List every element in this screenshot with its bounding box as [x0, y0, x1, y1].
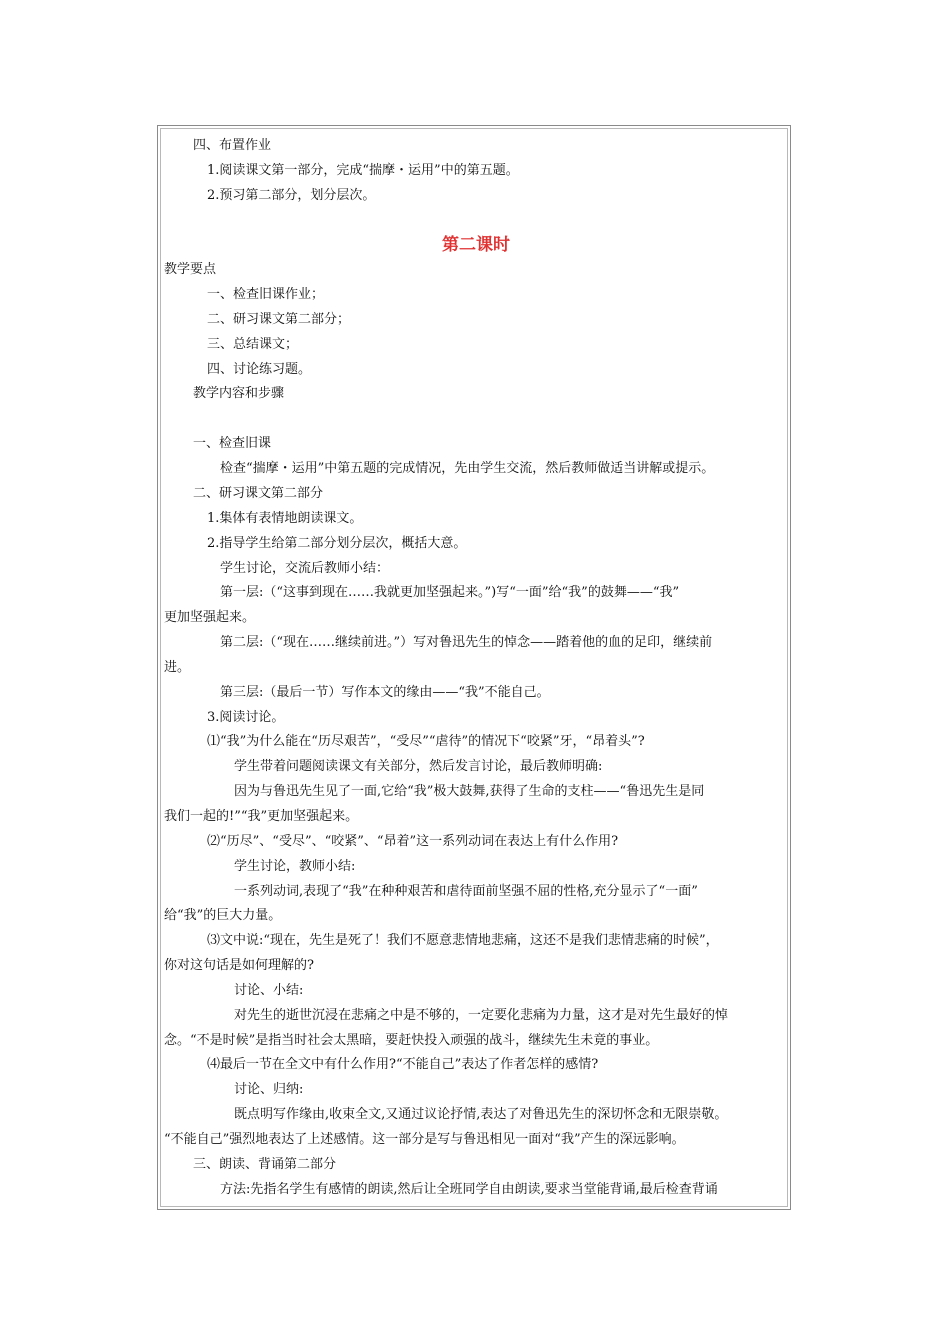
text-line: 一、检查旧课作业；: [207, 287, 325, 302]
text-line: 既点明写作缘由,收束全文,又通过议论抒情,表达了对鲁迅先生的深切怀念和无限崇敬。: [234, 1107, 728, 1122]
text-line: 你对这句话是如何理解的?: [164, 958, 314, 973]
text-line: 一系列动词,表现了“我”在种种艰苦和虐待面前坚强不屈的性格,充分显示了“一面”: [234, 884, 698, 899]
text-line: 1.阅读课文第一部分，完成“揣摩・运用”中的第五题。: [207, 163, 519, 178]
section-title: 第二课时: [442, 235, 510, 255]
text-line: 3.阅读讨论。: [207, 710, 285, 725]
text-line: 因为与鲁迅先生见了一面,它给“我”极大鼓舞,获得了生命的支柱——“鲁迅先生是同: [234, 784, 705, 799]
text-line: 三、朗读、背诵第二部分: [193, 1157, 337, 1172]
text-line: 学生带着问题阅读课文有关部分，然后发言讨论，最后教师明确:: [234, 759, 603, 774]
text-line: 对先生的逝世沉浸在悲痛之中是不够的，一定要化悲痛为力量，这才是对先生最好的悼: [234, 1008, 729, 1023]
text-line: 二、研习课文第二部分；: [207, 312, 351, 327]
text-line: 学生讨论，教师小结:: [234, 859, 356, 874]
text-line: 我们一起的!”“我”更加坚强起来。: [164, 809, 359, 824]
text-line: 一、检查旧课: [193, 436, 272, 451]
text-line: 给“我”的巨大力量。: [164, 908, 282, 923]
text-line: 教学内容和步骤: [193, 386, 285, 401]
text-line: 进。: [164, 660, 191, 675]
text-line: ⑷最后一节在全文中有什么作用?“不能自己”表达了作者怎样的感情?: [207, 1057, 599, 1072]
text-line: 检查“揣摩・运用”中第五题的完成情况，先由学生交流，然后教师做适当讲解或提示。: [220, 461, 715, 476]
text-line: 第三层:（最后一节）写作本文的缘由——“我”不能自己。: [220, 685, 550, 700]
text-line: 2.预习第二部分，划分层次。: [207, 188, 376, 203]
text-line: 方法:先指名学生有感情的朗读,然后让全班同学自由朗读,要求当堂能背诵,最后检查背诵: [220, 1182, 718, 1197]
text-line: 2.指导学生给第二部分划分层次，概括大意。: [207, 536, 467, 551]
text-line: 三、总结课文；: [207, 337, 299, 352]
text-line: 念。“不是时候”是指当时社会太黑暗，要赶快投入顽强的战斗，继续先生未竟的事业。: [164, 1033, 659, 1048]
text-line: 四、讨论练习题。: [207, 362, 312, 377]
text-line: 学生讨论，交流后教师小结：: [220, 561, 390, 576]
text-line: ⑴“我”为什么能在“历尽艰苦”，“受尽”“虐待”的情况下“咬紧”牙，“昂着头”?: [207, 734, 645, 749]
text-line: 教学要点: [164, 262, 217, 277]
text-line: 讨论、归纳:: [234, 1082, 304, 1097]
text-line: 四、布置作业: [193, 138, 272, 153]
text-line: 二、研习课文第二部分: [193, 486, 324, 501]
text-line: 1.集体有表情地朗读课文。: [207, 511, 363, 526]
text-line: “不能自己”强烈地表达了上述感情。这一部分是写与鲁迅相见一面对“我”产生的深远影响。: [164, 1132, 685, 1147]
text-line: 第二层:（“现在……继续前进。”）写对鲁迅先生的悼念——踏着他的血的足印，继续前: [220, 635, 713, 650]
text-line: 更加坚强起来。: [164, 610, 256, 625]
text-line: 第一层:（“这事到现在……我就更加坚强起来。”)写“一面”给“我”的鼓舞——“我”: [220, 585, 680, 600]
text-line: ⑶文中说:“现在，先生是死了！我们不愿意悲情地悲痛，这还不是我们悲情悲痛的时候”，: [207, 933, 719, 948]
text-line: ⑵“历尽”、“受尽”、“咬紧”、“昂着”这一系列动词在表达上有什么作用?: [207, 834, 619, 849]
text-line: 讨论、小结:: [234, 983, 304, 998]
